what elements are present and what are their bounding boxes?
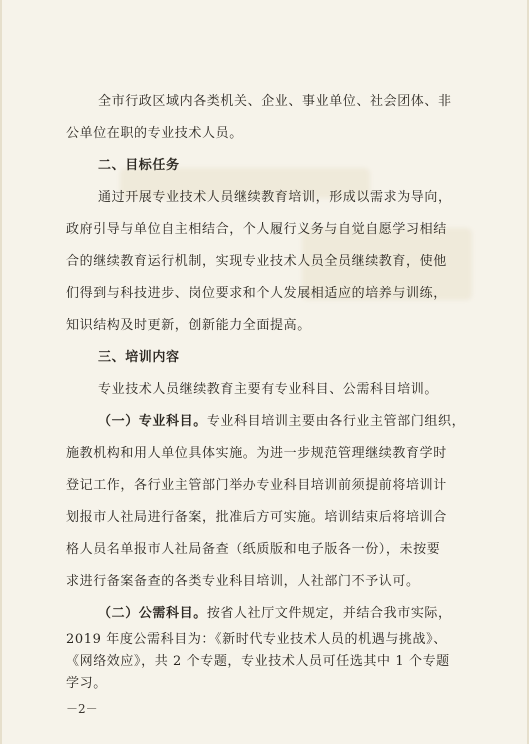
body-text: 专业科目培训主要由各行业主管部门组织， [206, 414, 466, 429]
body-line: 格人员名单报市人社局备查（纸质版和电子版各一份），未按要 [66, 542, 441, 557]
body-line: 公单位在职的专业技术人员。 [66, 126, 243, 141]
body-line: 知识结构及时更新，创新能力全面提高。 [66, 318, 311, 333]
subsection-label: （二）公需科目。 [98, 606, 207, 621]
body-line: 施教机构和用人单位具体实施。为进一步规范管理继续教育学时 [66, 446, 447, 461]
page-number: －2－ [66, 702, 98, 716]
body-line: 2019 年度公需科目为：《新时代专业技术人员的机遇与挑战》、 [66, 632, 447, 647]
body-line: 学习。 [66, 676, 107, 691]
body-line: 全市行政区域内各类机关、企业、事业单位、社会团体、非 [98, 94, 452, 109]
body-line: 合的继续教育运行机制，实现专业技术人员全员继续教育，使他 [66, 254, 447, 269]
body-line: 政府引导与单位自主相结合，个人履行义务与自觉自愿学习相结 [66, 222, 447, 237]
body-line: 通过开展专业技术人员继续教育培训，形成以需求为导向， [98, 190, 452, 205]
body-line: 专业技术人员继续教育主要有专业科目、公需科目培训。 [98, 382, 439, 397]
subsection-line [98, 410, 465, 429]
section-heading: 二、目标任务 [98, 158, 180, 173]
body-line: 《网络效应》，共 2 个专题，专业技术人员可任选其中 1 个专题 [66, 654, 450, 669]
body-line: 划报市人社局进行备案，批准后方可实施。培训结束后将培训合 [66, 510, 447, 525]
subsection-label: （一）专业科目。 [98, 414, 207, 429]
subsection-line [98, 602, 452, 621]
body-line: 登记工作，各行业主管部门举办专业科目培训前须提前将培训计 [66, 478, 447, 493]
body-line: 求进行备案备查的各类专业科目培训，人社部门不予认可。 [66, 574, 420, 589]
body-line: 们得到与科技进步、岗位要求和个人发展相适应的培养与训练， [66, 286, 447, 301]
body-text: 按省人社厅文件规定，并结合我市实际， [206, 606, 452, 621]
section-heading: 三、培训内容 [98, 350, 180, 365]
